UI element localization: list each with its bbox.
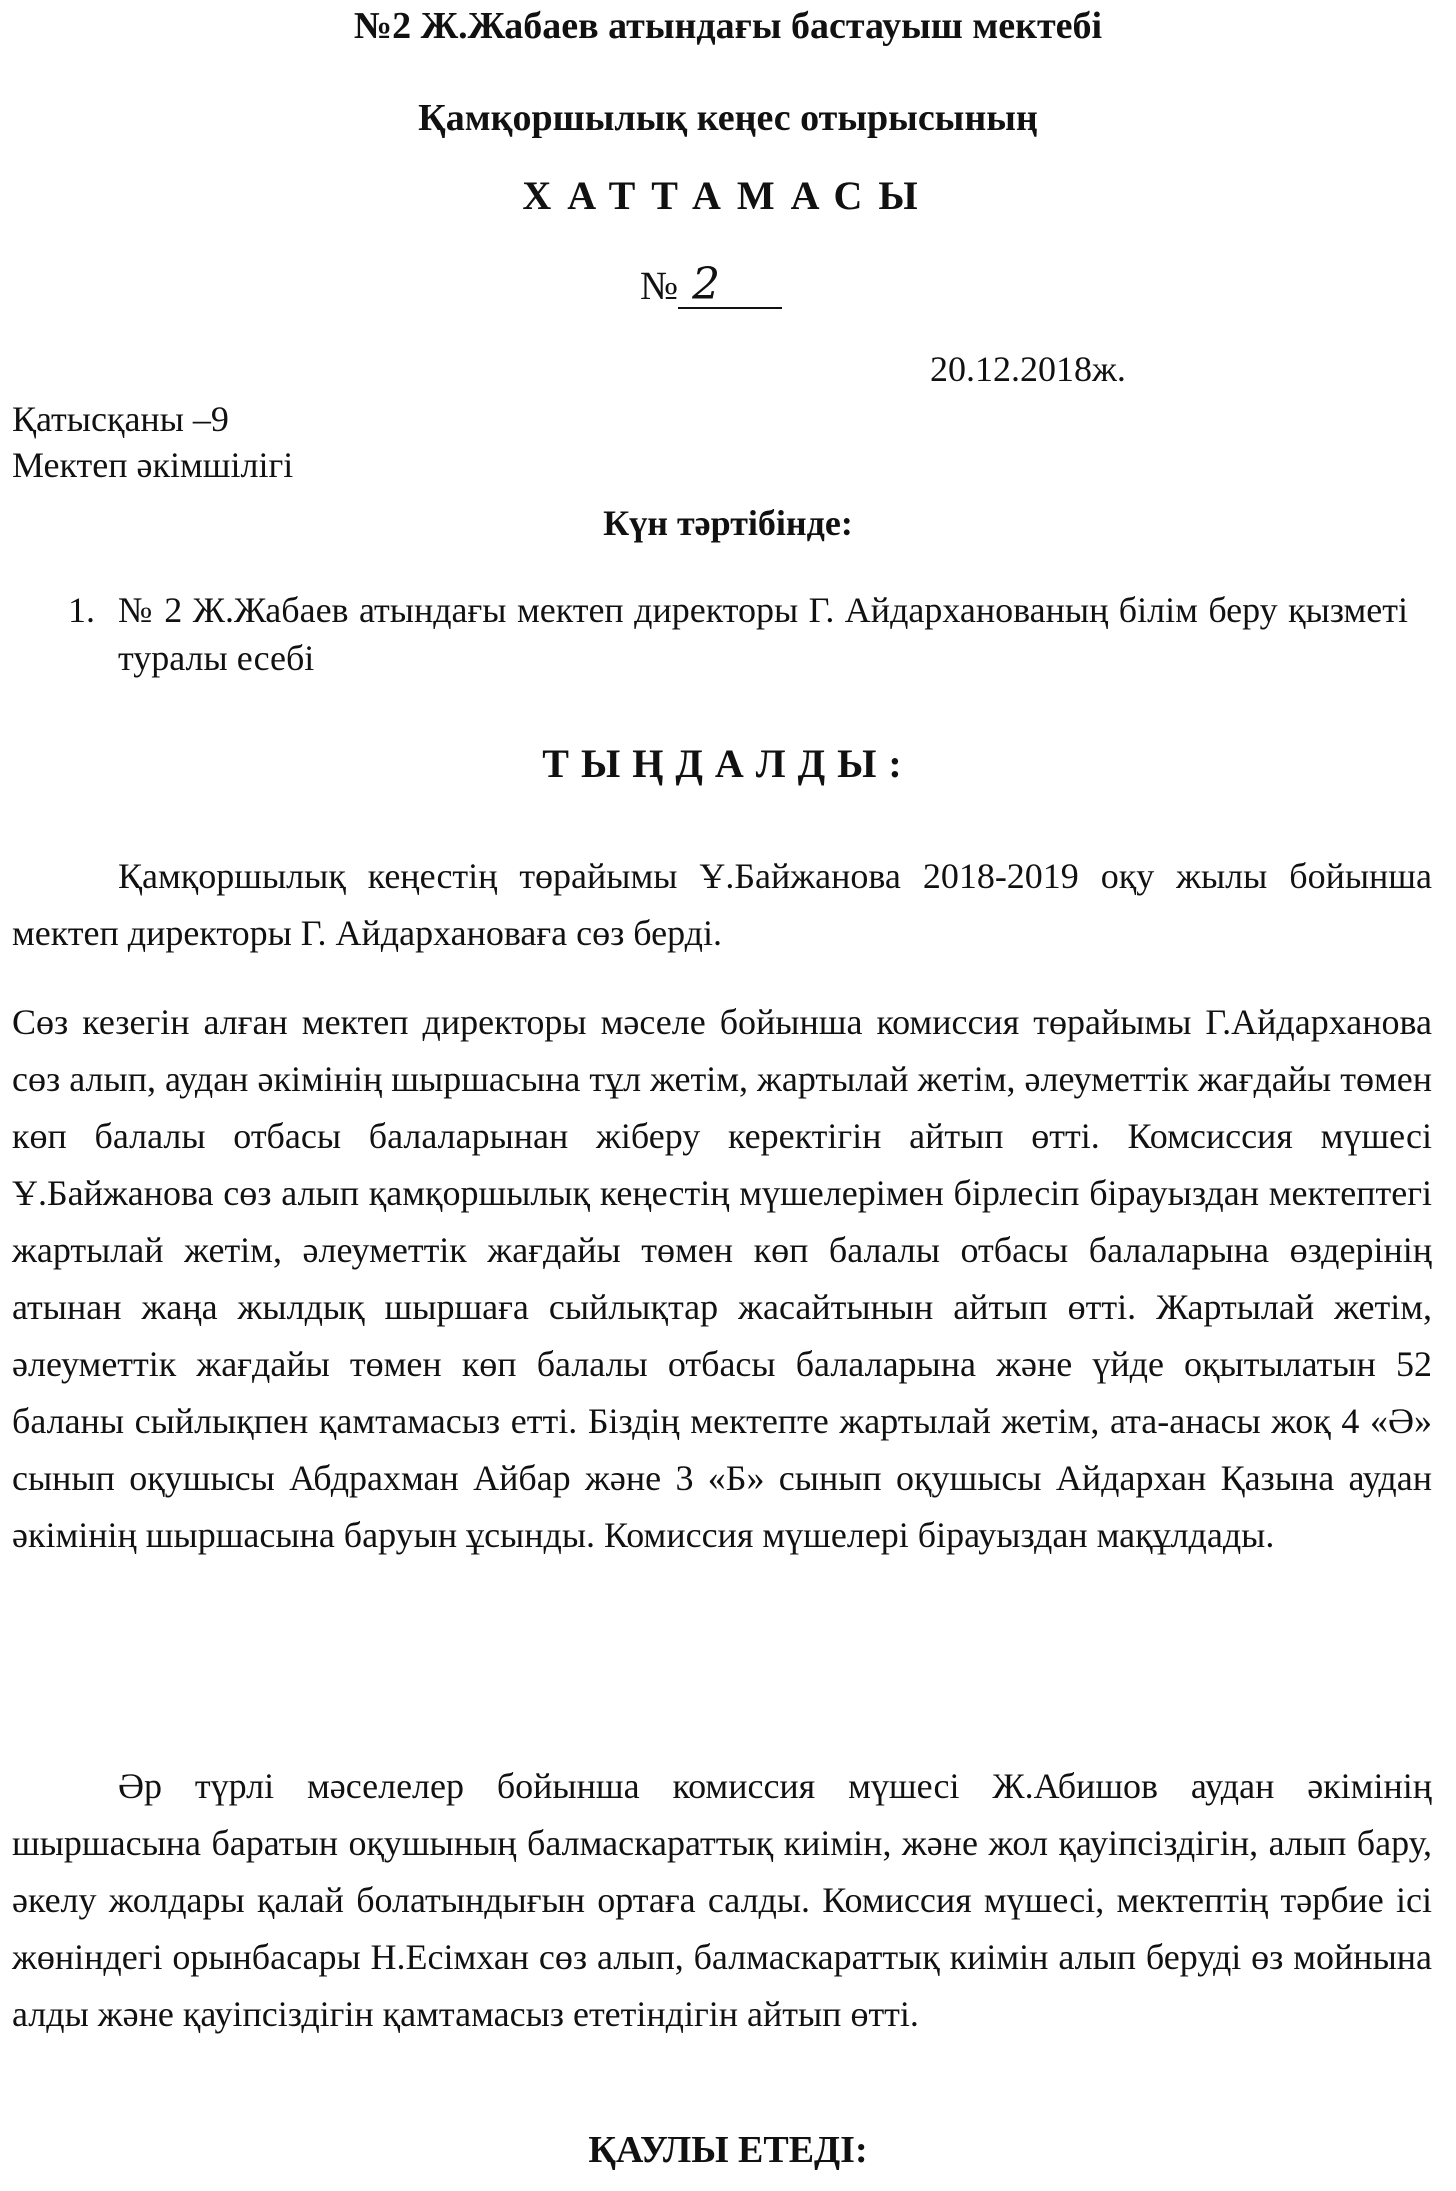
school-name: №2 Ж.Жабаев атындағы бастауыш мектебі [353, 5, 1103, 47]
agenda-list [68, 586, 1438, 682]
resolution-heading: ҚАУЛЫ ЕТЕДІ: [588, 2129, 868, 2171]
number-value: 2 [678, 263, 782, 309]
protocol-number [640, 259, 782, 310]
heard-heading: ТЫҢДАЛДЫ: [542, 741, 914, 786]
agenda-heading: Күн тәртібінде: [603, 503, 853, 543]
agenda-item-number: 1. [68, 590, 95, 630]
heard-paragraph-2: Сөз кезегін алған мектеп директоры мәселе бойынша комиссия төрайымы Г.Айдарханова сөз алып, аудан әкімінің шыршасына тұл жетім, жартылай жетім, әлеуметтік жағдайы төмен көп балалы отбасы балаларынан жіберу керектігін айтып өтті. Комсиссия мүшесі Ұ.Байжанова сөз алып қамқоршылық кеңестің мүшелерімен бірлесіп бірауыздан мектептегі жартылай жетім, әлеуметтік жағдайы төмен көп балалы отбасы балаларына өздерінің атынан жаңа жылдық шыршаға сыйлықтар жасайтынын айтып өтті. Жартылай жетім, әлеуметтік жағдайы төмен көп балалы отбасы балаларына және үйде оқытылатын 52 баланы сыйлықпен қамтамасыз етті. Біздің мектепте жартылай жетім, ата-анасы жоқ 4 «Ә» сынып оқушысы Абдрахман Айбар және 3 «Б» сынып оқушысы Айдархан Қазына аудан әкімінің шыршасына баруын ұсынды. Комиссия мүшелері бірауыздан мақұлдады. [12, 1002, 1432, 1555]
council-title: Қамқоршылық кеңес отырысының [418, 97, 1038, 139]
attendance-block [12, 396, 293, 488]
heard-paragraph-1: Қамқоршылық кеңестің төрайымы Ұ.Байжанова 2018-2019 оқу жылы бойынша мектеп директоры Г. Айдархановаға сөз берді. [12, 856, 1432, 953]
heard-paragraph-3: Әр түрлі мәселелер бойынша комиссия мүшесі Ж.Абишов аудан әкімінің шыршасына баратын оқушының балмаскараттық киімін, және жол қауіпсіздігін, алып бару, әкелу жолдары қалай болатындығын ортаға салды. Комиссия мүшесі, мектептің тәрбие ісі жөніндегі орынбасары Н.Есімхан сөз алып, балмаскараттық киімін алып беруді өз мойнына алды және қауіпсіздігін қамтамасыз ететіндігін айтып өтті. [12, 1766, 1432, 2034]
meeting-date: 20.12.2018ж. [930, 349, 1126, 389]
agenda-item-text: № 2 Ж.Жабаев атындағы мектеп директоры Г. Айдарханованың білім беру қызметі туралы есебі [118, 590, 1408, 678]
number-prefix: № [640, 263, 679, 308]
agenda-item [68, 586, 1438, 682]
protocol-title: ХАТТАМАСЫ [522, 173, 934, 218]
attendance-administration: Мектеп әкімшілігі [12, 445, 294, 485]
attendance-count: Қатысқаны –9 [12, 399, 229, 439]
